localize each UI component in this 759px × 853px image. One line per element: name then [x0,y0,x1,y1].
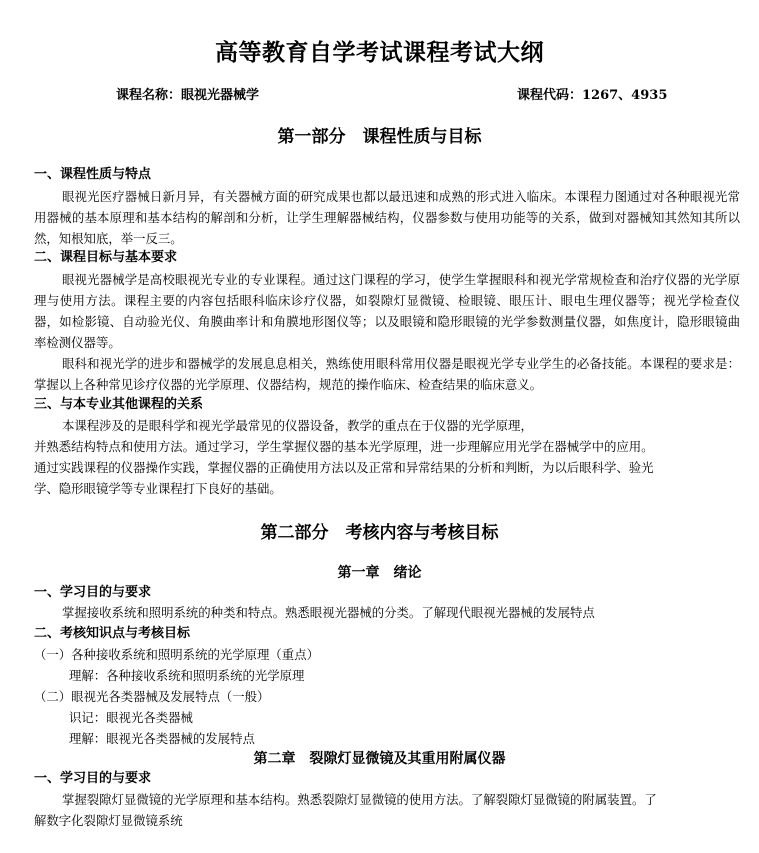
chapter-one-objectives-text: 掌握接收系统和照明系统的种类和特点。熟悉眼视光器械的分类。了解现代眼视光器械的发展特点 [62,605,595,620]
knowledge-point-1-understand: 理解：各种接收系统和照明系统的光学原理 [69,668,305,683]
course-name: 课程名称：眼视光器械学 [116,88,260,103]
knowledge-point-1: （一）各种接收系统和照明系统的光学原理（重点） [34,647,319,662]
section-heading-goals: 二、课程目标与基本要求 [34,250,178,265]
chapter-one-heading: 第一章 绪论 [337,565,422,581]
knowledge-point-2-memorize: 识记：眼视光各类器械 [69,710,193,725]
part-one-heading: 第一部分 课程性质与目标 [277,127,482,147]
chapter-two-objectives-line-1: 掌握裂隙灯显微镜的光学原理和基本结构。熟悉裂隙灯显微镜的使用方法。了解裂隙灯显微镜的附属装置。了 [62,792,657,807]
document-title: 高等教育自学考试课程考试大纲 [215,39,544,66]
part-two-heading: 第二部分 考核内容与考核目标 [260,523,499,543]
relations-line-3: 通过实践课程的仪器操作实践，掌握仪器的正确使用方法以及正常和异常结果的分析和判断，为以后眼科学、验光 [34,460,654,475]
section-heading-relations: 三、与本专业其他课程的关系 [34,397,204,412]
chapter-two-heading: 第二章 裂隙灯显微镜及其重用附属仪器 [253,751,506,767]
relations-line-2: 并熟悉结构特点和使用方法。通过学习，学生掌握仪器的基本光学原理，进一步理解应用光学在器械学中的应用。 [34,439,654,454]
relations-line-1: 本课程涉及的是眼科学和视光学最常见的仪器设备，教学的重点在于仪器的光学原理， [62,418,533,433]
relations-line-4: 学、隐形眼镜学等专业课程打下良好的基础。 [34,481,282,496]
course-code: 课程代码：1267、4935 [517,88,668,103]
chapter-one-objectives-heading: 一、学习目的与要求 [34,585,152,600]
chapter-two-objectives-heading: 一、学习目的与要求 [34,771,152,786]
knowledge-point-2-understand: 理解：眼视光各类器械的发展特点 [69,731,255,746]
chapter-two-objectives-line-2: 解数字化裂隙灯显微镜系统 [34,813,183,828]
paragraph-nature: 眼视光医疗器械日新月异，有关器械方面的研究成果也都以最迅速和成熟的形式进入临床。本课程力图通过对各种眼视光常用器械的基本原理和基本结构的解剖和分析，让学生理解器械结构，仪器参数与使用功能等的关系，做到对器械知其然知其所以然，知根知底，举一反三。 [34,189,740,246]
paragraph-goals: 眼视光器械学是高校眼视光专业的专业课程。通过这门课程的学习，使学生掌握眼科和视光学常规检查和治疗仪器的光学原理与使用方法。课程主要的内容包括眼科临床诊疗仪器，如裂隙灯显微镜、检眼镜、眼压计、眼电生理仪器等；视光学检查仪器，如检影镜、自动验光仪、角膜曲率计和角膜地形图仪等；以及眼镜和隐形眼镜的光学参数测量仪器，如焦度计，隐形眼镜曲率检测仪器等。 [34,272,740,350]
chapter-one-knowledge-heading: 二、考核知识点与考核目标 [34,626,191,641]
paragraph-requirements: 眼科和视光学的进步和器械学的发展息息相关，熟练使用眼科常用仪器是眼视光学专业学生的必备技能。本课程的要求是：掌握以上各种常见诊疗仪器的光学原理、仪器结构，规范的操作临床、检查结果的临床意义。 [34,356,740,392]
knowledge-point-2: （二）眼视光各类器械及发展特点（一般） [34,689,270,704]
section-heading-nature: 一、课程性质与特点 [34,167,152,182]
